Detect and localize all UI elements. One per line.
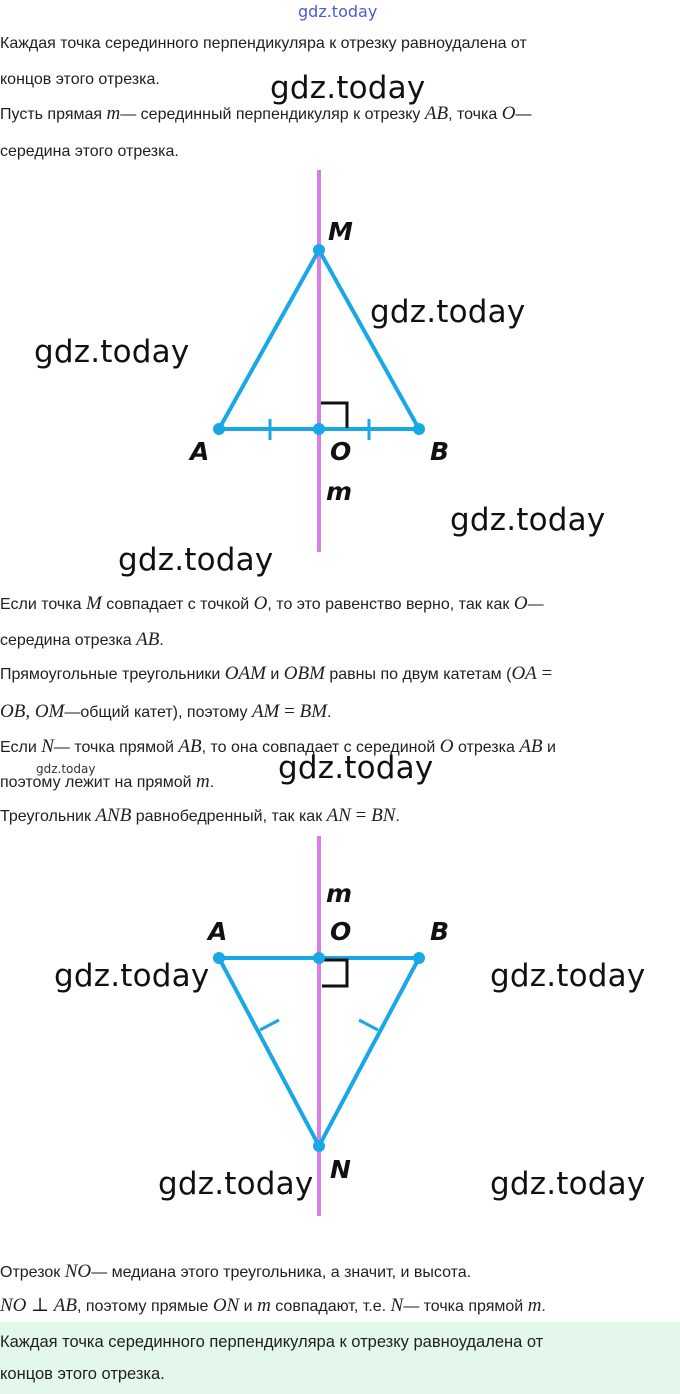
watermark: gdz.today [118, 542, 274, 578]
point-b [413, 423, 425, 435]
tick-mark-an [260, 1020, 279, 1030]
case3-line-1: Если N— точка прямой AB, то она совпадает с серединой O отрезка AB и [0, 736, 556, 757]
watermark: gdz.today [490, 958, 646, 994]
label-n: N [330, 1155, 351, 1184]
tick-mark-bn [359, 1020, 378, 1030]
case5-line: Отрезок NO— медиана этого треугольника, а значит, и высота. [0, 1261, 472, 1282]
theorem-line-2: концов этого отрезка. [0, 71, 160, 88]
point-m [313, 244, 325, 256]
right-angle-marker [321, 403, 347, 428]
point-n [313, 1140, 325, 1152]
case3-line-2: поэтому лежит на прямой m. [0, 771, 215, 792]
point-o [313, 952, 325, 964]
label-line-m: m [326, 477, 353, 506]
point-a [213, 423, 225, 435]
watermark: gdz.today [370, 294, 526, 330]
case1-line-1: Если точка M совпадает с точкой O, то это равенство верно, так как O— [0, 593, 544, 614]
case2-line-1: Прямоугольные треугольники OAM и OBM равны по двум катетам (OA = [0, 663, 553, 684]
theorem-line-1: Каждая точка серединного перпендикуляра к отрезку равноудалена от [0, 35, 527, 52]
case4-line: Треугольник ANB равнобедренный, так как AN = BN. [0, 805, 400, 826]
conclusion-box [0, 1322, 680, 1394]
watermark: gdz.today [490, 1166, 646, 1202]
watermark: gdz.today [270, 70, 426, 106]
watermark: gdz.today [54, 958, 210, 994]
label-a: A [190, 437, 210, 466]
label-o: O [330, 917, 352, 946]
segment-an [219, 958, 319, 1146]
conclusion-line-1: Каждая точка серединного перпендикуляра к отрезку равноудалена от [0, 1333, 544, 1351]
setup-line-1: Пусть прямая m— серединный перпендикуляр к отрезку AB, точка O— [0, 103, 532, 124]
case1-line-2: середина отрезка AB. [0, 629, 164, 650]
figure-isosceles-triangle [0, 830, 680, 1220]
label-a: A [208, 917, 228, 946]
point-b [413, 952, 425, 964]
case6-line: NO ⊥ AB, поэтому прямые ON и m совпадают, т.е. N— точка прямой m. [0, 1295, 546, 1316]
conclusion-line-2: концов этого отрезка. [0, 1365, 165, 1383]
label-line-m: m [326, 879, 353, 908]
point-a [213, 952, 225, 964]
label-b: B [430, 917, 450, 946]
label-b: B [430, 437, 450, 466]
watermark: gdz.today [34, 334, 190, 370]
label-o: O [330, 437, 352, 466]
watermark: gdz.today [450, 502, 606, 538]
watermark-top: gdz.today [298, 2, 378, 21]
label-m: M [328, 217, 353, 246]
setup-line-2: середина этого отрезка. [0, 143, 179, 160]
watermark-small: gdz.today [36, 762, 96, 776]
case2-line-2: OB, OM—общий катет), поэтому AM = BM. [0, 701, 332, 722]
watermark: gdz.today [278, 750, 434, 786]
watermark: gdz.today [158, 1166, 314, 1202]
segment-ma [219, 250, 319, 429]
point-o [313, 423, 325, 435]
right-angle-marker [322, 960, 347, 986]
